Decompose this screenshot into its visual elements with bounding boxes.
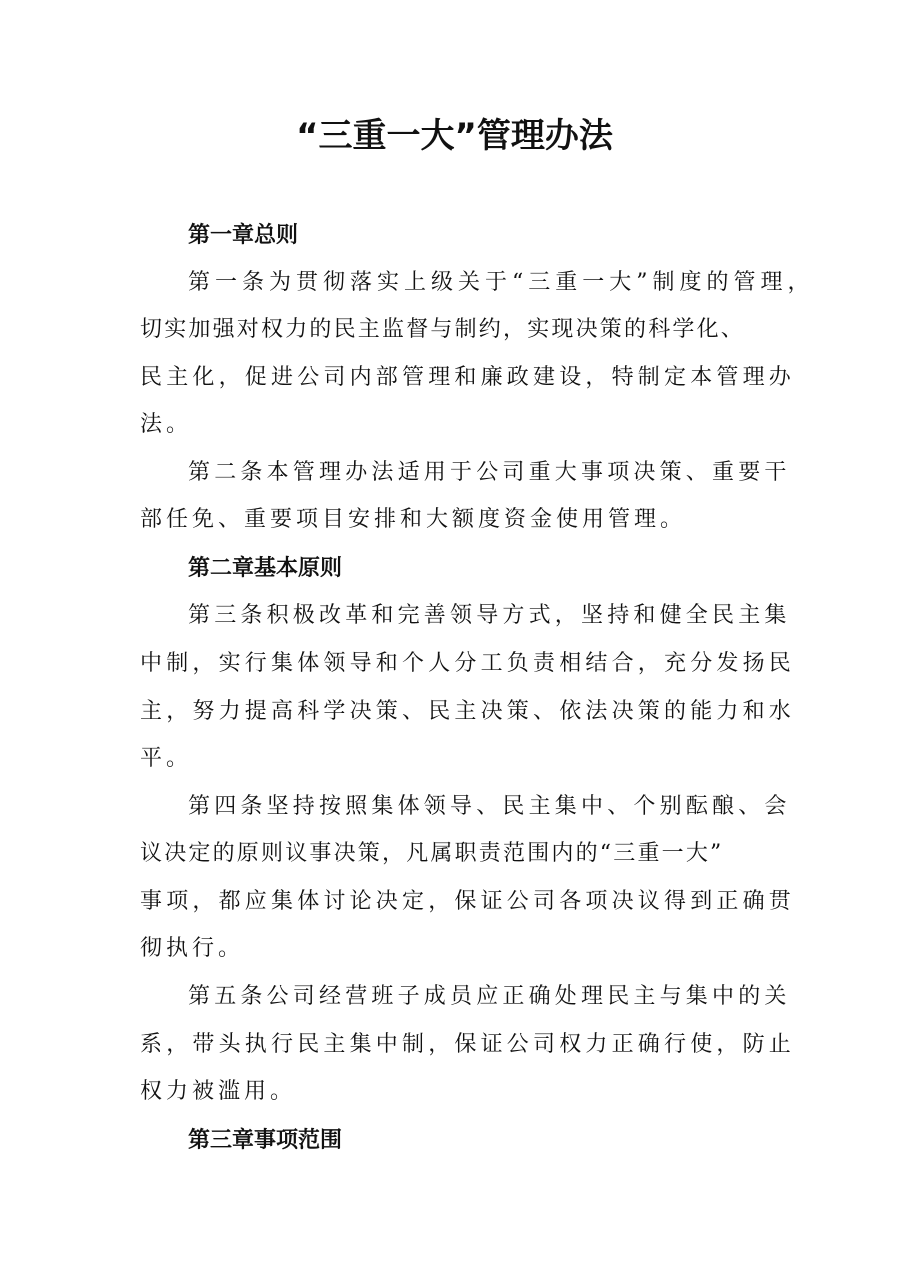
article-4-line-1: 第四条坚持按照集体领导、民主集中、个别酝酿、会 — [188, 794, 791, 819]
article-5-line-1: 第五条公司经营班子成员应正确处理民主与集中的关 — [188, 984, 791, 1009]
chapter-3-heading: 第三章事项范围 — [188, 1128, 343, 1153]
article-1-line-3: 民主化，促进公司内部管理和廉政建设，特制定本管理办 — [140, 365, 796, 390]
article-2-line-2: 部任免、重要项目安排和大额度资金使用管理。 — [140, 507, 687, 532]
article-4-line-2: 议决定的原则议事决策，凡属职责范围内的“三重一大” — [140, 841, 724, 866]
article-1-line-2: 切实加强对权力的民主监督与制约，实现决策的科学化、 — [140, 317, 746, 342]
article-3-line-4: 平。 — [140, 746, 193, 771]
article-5-line-3: 权力被滥用。 — [140, 1079, 297, 1104]
article-4-line-3: 事项，都应集体讨论决定，保证公司各项决议得到正确贯 — [140, 889, 796, 914]
article-1-line-4: 法。 — [140, 412, 193, 437]
article-3-line-3: 主，努力提高科学决策、民主决策、依法决策的能力和水 — [140, 699, 796, 724]
article-4-line-4: 彻执行。 — [140, 936, 245, 961]
chapter-2-heading: 第二章基本原则 — [188, 556, 343, 581]
document-title: “三重一大”管理办法 — [296, 116, 613, 156]
chapter-1-heading: 第一章总则 — [188, 223, 299, 248]
article-3-line-2: 中制，实行集体领导和个人分工负责相结合，充分发扬民 — [140, 651, 796, 676]
article-1-line-1: 第一条为贯彻落实上级关于“三重一大”制度的管理， — [188, 270, 815, 295]
article-3-line-1: 第三条积极改革和完善领导方式，坚持和健全民主集 — [188, 603, 791, 628]
article-5-line-2: 系，带头执行民主集中制，保证公司权力正确行使，防止 — [140, 1032, 796, 1057]
article-2-line-1: 第二条本管理办法适用于公司重大事项决策、重要干 — [188, 460, 791, 485]
